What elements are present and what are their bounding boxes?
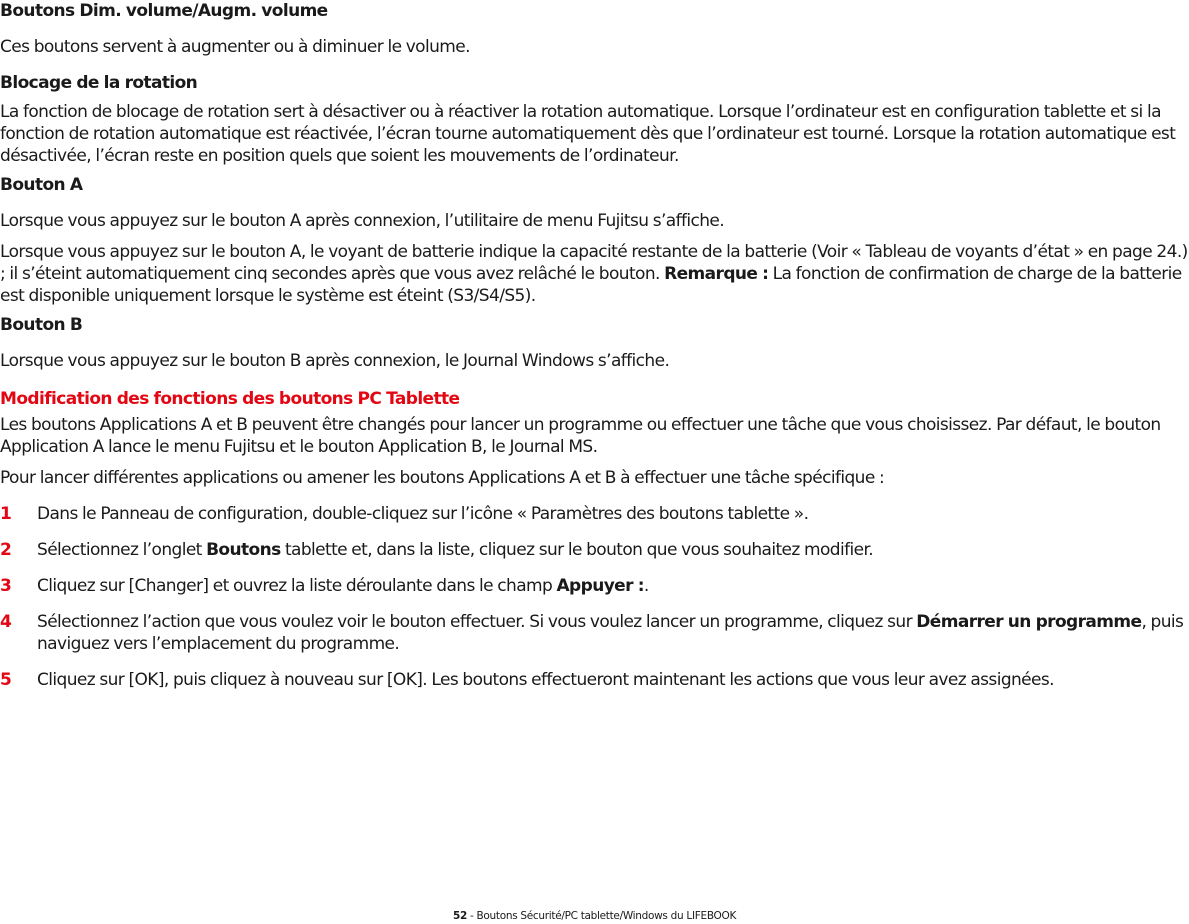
step-item — [0, 611, 1189, 655]
page-footer — [0, 909, 1189, 923]
steps-list — [0, 503, 1189, 691]
battery-text-start: Lorsque vous appuyez sur le bouton A, le voyant de batterie indique la capacité restante de la batterie (Voir « Tableau de voyants d’état » en page 24.) ; il s’éteint automatiquement cinq secondes après que vous avez relâché le bouton. — [0, 242, 1188, 284]
step-text-end: , puis naviguez vers l’emplacement du programme. — [37, 612, 1184, 654]
heading-volume-buttons: Boutons Dim. volume/Augm. volume — [0, 1, 328, 21]
step-text-end: . — [643, 576, 649, 596]
step-text: Cliquez sur [Changer] et ouvrez la liste déroulante dans le champ — [37, 576, 557, 596]
step-text: Sélectionnez l’action que vous voulez voir le bouton effectuer. Si vous voulez lancer un programme, cliquez sur — [37, 612, 917, 632]
section-title-modification: Modification des fonctions des boutons PC Tablette — [0, 389, 460, 409]
step-number: 3 — [0, 576, 12, 596]
step-bold-term: Démarrer un programme — [916, 612, 1142, 632]
step-item — [0, 575, 1189, 597]
paragraph-modification-instructions: Pour lancer différentes applications ou amener les boutons Applications A et B à effectuer une tâche spécifique : — [0, 468, 885, 488]
step-number: 4 — [0, 612, 12, 632]
paragraph-button-b: Lorsque vous appuyez sur le bouton B après connexion, le Journal Windows s’affiche. — [0, 351, 670, 371]
step-number: 2 — [0, 540, 12, 560]
step-text: Sélectionnez l’onglet — [37, 540, 207, 560]
step-item — [0, 503, 1189, 525]
step-text: Cliquez sur [OK], puis cliquez à nouveau sur [OK]. Les boutons effectueront maintenant les actions que vous leur avez assignées. — [37, 670, 1054, 690]
paragraph-volume-buttons: Ces boutons servent à augmenter ou à diminuer le volume. — [0, 37, 470, 57]
page-number: 52 — [452, 910, 467, 922]
note-label: Remarque : — [664, 264, 769, 284]
step-bold-term: Boutons — [206, 540, 281, 560]
step-number: 1 — [0, 504, 12, 524]
footer-text: - Boutons Sécurité/PC tablette/Windows du LIFEBOOK — [466, 910, 737, 922]
paragraph-rotation-lock: La fonction de blocage de rotation sert à désactiver ou à réactiver la rotation automatique. Lorsque l’ordinateur est en configuration tablette et si la fonction de rotation automatique est réactivée, l’écran tourne automatiquement dès que l’ordinateur est tourné. Lorsque la rotation automatique est désactivée, l’écran reste en position quels que soient les mouvements de l’ordinateur. — [0, 102, 1176, 166]
heading-button-a: Bouton A — [0, 175, 83, 195]
step-bold-term: Appuyer : — [556, 576, 644, 596]
step-text: Dans le Panneau de configuration, double-cliquez sur l’icône « Paramètres des boutons tablette ». — [37, 504, 809, 524]
step-text-end: tablette et, dans la liste, cliquez sur le bouton que vous souhaitez modifier. — [280, 540, 874, 560]
paragraph-button-a-battery — [0, 241, 1189, 307]
paragraph-button-a-login: Lorsque vous appuyez sur le bouton A après connexion, l’utilitaire de menu Fujitsu s’affiche. — [0, 211, 725, 231]
heading-rotation-lock: Blocage de la rotation — [0, 73, 198, 93]
paragraph-modification-intro: Les boutons Applications A et B peuvent être changés pour lancer un programme ou effectuer une tâche que vous choisissez. Par défaut, le bouton Application A lance le menu Fujitsu et le bouton Application B, le Journal MS. — [0, 415, 1161, 457]
heading-button-b: Bouton B — [0, 315, 83, 335]
step-item — [0, 539, 1189, 561]
step-number: 5 — [0, 670, 12, 690]
step-item — [0, 669, 1189, 691]
battery-text-end: La fonction de confirmation de charge de la batterie est disponible uniquement lorsque le système est éteint (S3/S4/S5). — [0, 264, 1182, 306]
